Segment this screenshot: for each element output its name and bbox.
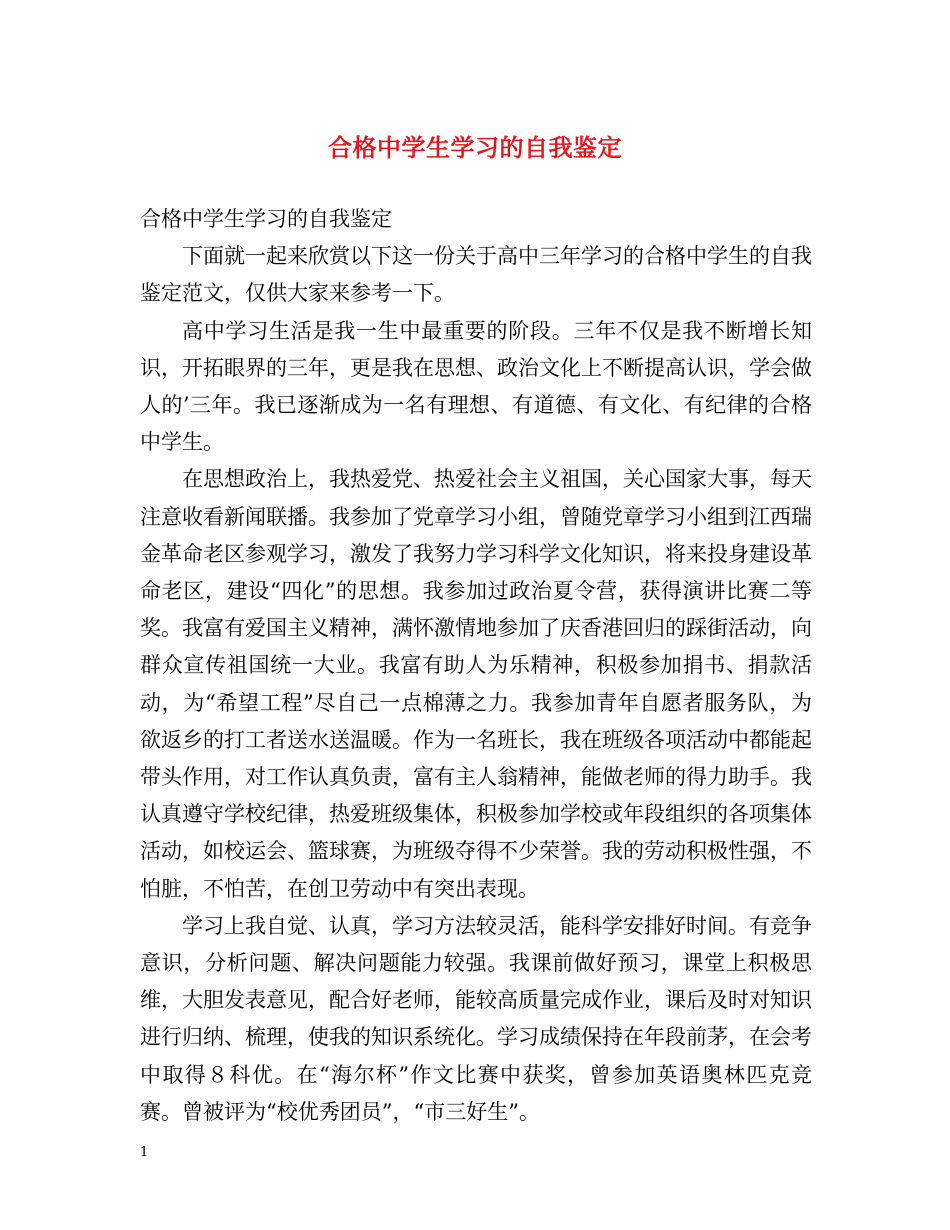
paragraph-intro: 下面就一起来欣赏以下这一份关于高中三年学习的合格中学生的自我鉴定范文，仅供大家来参考一下。 bbox=[140, 244, 812, 306]
document-title: 合格中学生学习的自我鉴定 bbox=[328, 133, 622, 162]
paragraph-overview: 高中学习生活是我一生中最重要的阶段。三年不仅是我不断增长知识，开拓眼界的三年，更是我在思想、政治文化上不断提高认识，学会做人的’三年。我已逐渐成为一名有理想、有道德、有文化、有纪律的合格中学生。 bbox=[140, 318, 812, 455]
document-subtitle: 合格中学生学习的自我鉴定 bbox=[140, 207, 392, 231]
paragraph-study: 学习上我自觉、认真，学习方法较灵活，能科学安排好时间。有竞争意识，分析问题、解决问题能力较强。我课前做好预习，课堂上积极思维，大胆发表意见，配合好老师，能较高质量完成作业，课后及时对知识进行归纳、梳理，使我的知识系统化。学习成绩保持在年段前茅，在会考中取得８科优。在“海尔杯”作文比赛中获奖，曾参加英语奥林匹克竞赛。曾被评为“校优秀团员”，“市三好生”。 bbox=[140, 913, 812, 1124]
document-body bbox=[140, 201, 812, 1131]
page-number: 1 bbox=[140, 1145, 149, 1160]
paragraph-politics: 在思想政治上，我热爱党、热爱社会主义祖国，关心国家大事，每天注意收看新闻联播。我参加了党章学习小组，曾随党章学习小组到江西瑞金革命老区参观学习，激发了我努力学习科学文化知识，将来投身建设革命老区，建设“四化”的思想。我参加过政治夏令营，获得演讲比赛二等奖。我富有爱国主义精神，满怀激情地参加了庆香港回归的踩街活动，向群众宣传祖国统一大业。我富有助人为乐精神，积极参加捐书、捐款活动，为“希望工程”尽自己一点棉薄之力。我参加青年自愿者服务队，为欲返乡的打工者送水送温暖。作为一名班长，我在班级各项活动中都能起带头作用，对工作认真负责，富有主人翁精神，能做老师的得力助手。我认真遵守学校纪律，热爱班级集体，积极参加学校或年段组织的各项集体活动，如校运会、篮球赛，为班级夺得不少荣誉。我的劳动积极性强，不怕脏，不怕苦，在创卫劳动中有突出表现。 bbox=[140, 467, 812, 901]
